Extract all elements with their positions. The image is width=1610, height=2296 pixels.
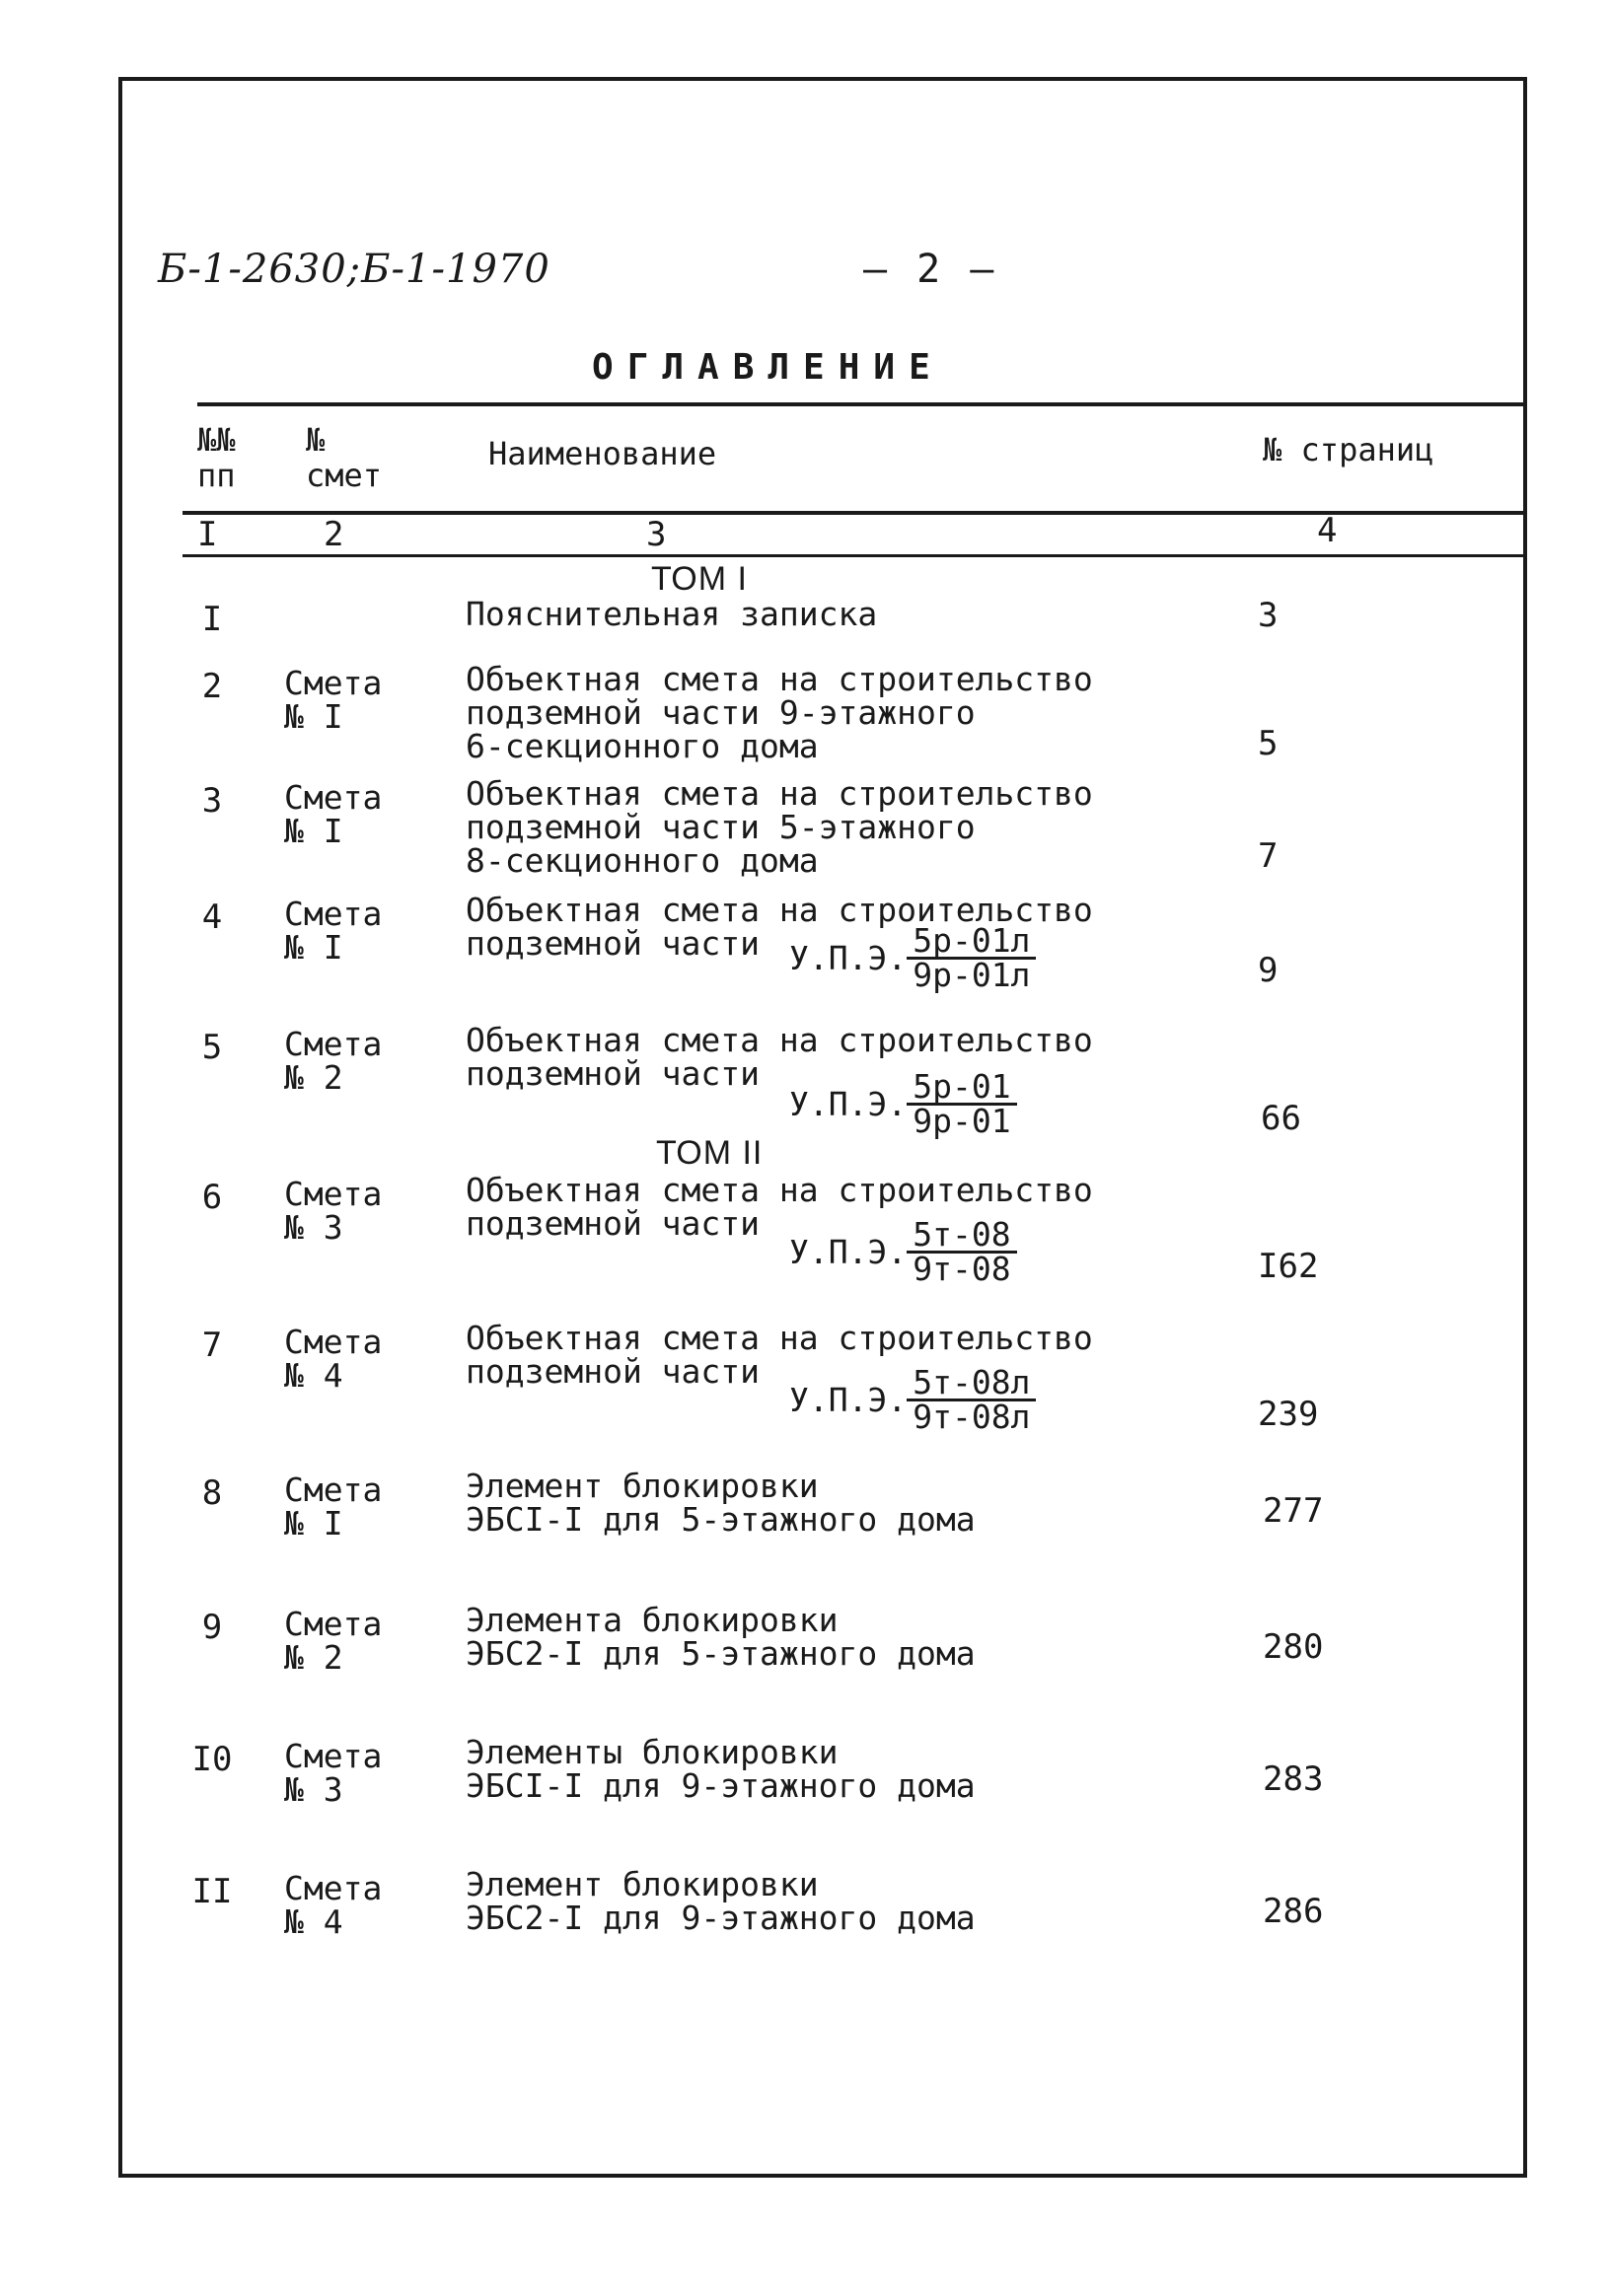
row-name — [466, 1865, 976, 1937]
col-header-pages: № страниц — [1263, 431, 1434, 468]
row-number: 7 — [201, 1326, 223, 1365]
row-name — [466, 660, 1093, 765]
formula-numerator: 5т-08л — [907, 1367, 1036, 1401]
page-number: – 2 – — [834, 247, 982, 292]
row-smeta-label: Смета — [284, 1737, 383, 1775]
row-name-line: 6-секционного дома — [466, 727, 819, 765]
row-number: 9 — [201, 1608, 223, 1647]
row-number: II — [191, 1872, 233, 1911]
col-number-2: 2 — [324, 515, 344, 554]
row-smeta-number: № 2 — [284, 1638, 343, 1677]
formula-denominator: 9р-01 — [913, 1102, 1011, 1140]
row-smeta-number: № I — [284, 697, 343, 736]
col-header-smeta-line2: смет — [306, 457, 383, 494]
row-number: 2 — [201, 667, 223, 706]
row-smeta-number: № I — [284, 1504, 343, 1543]
row-name-line: Объектная смета на строительство — [466, 1171, 1093, 1209]
row-name-line: Элемент блокировки — [466, 1865, 819, 1903]
row-smeta-label: Смета — [284, 1869, 383, 1907]
formula-prefix: У.П.Э. — [789, 1381, 908, 1419]
row-number: 6 — [201, 1178, 223, 1217]
row-name — [466, 1733, 976, 1805]
row-name-line: Элемент блокировки — [466, 1467, 819, 1505]
row-smeta — [284, 778, 383, 850]
row-smeta-label: Смета — [284, 778, 383, 817]
row-name-line: подземной части — [466, 1204, 761, 1243]
row-name — [466, 1601, 976, 1673]
row-number: I — [201, 600, 223, 639]
row-page: 286 — [1263, 1892, 1324, 1931]
row-name — [466, 774, 1093, 880]
row-number: 4 — [201, 897, 223, 937]
formula-numerator: 5р-01 — [907, 1071, 1016, 1106]
table-numbers-rule — [183, 554, 1524, 557]
page-title: ОГЛАВЛЕНИЕ — [592, 347, 944, 388]
formula-denominator: 9т-08 — [913, 1250, 1011, 1288]
col-header-name: Наименование — [488, 435, 717, 472]
row-page: 3 — [1258, 596, 1279, 635]
row-smeta-number: № 4 — [284, 1902, 343, 1941]
col-number-1: I — [197, 515, 218, 554]
row-smeta — [284, 1869, 383, 1941]
row-name-line: ЭБС2-I для 9-этажного дома — [466, 1899, 976, 1937]
row-smeta-label: Смета — [284, 1471, 383, 1509]
row-smeta-number: № I — [284, 812, 343, 850]
row-name-line: Объектная смета на строительство — [466, 1319, 1093, 1357]
col-header-smeta — [306, 422, 382, 493]
row-name-line: Пояснительная записка — [466, 595, 878, 633]
table-top-rule — [197, 402, 1524, 406]
row-name-line: подземной части 5-этажного — [466, 808, 976, 846]
row-smeta-number: № 3 — [284, 1770, 343, 1809]
row-page: 283 — [1263, 1759, 1324, 1799]
row-page: 239 — [1258, 1395, 1319, 1434]
row-name-line: Объектная смета на строительство — [466, 891, 1093, 929]
formula — [789, 921, 1036, 994]
row-page: 66 — [1261, 1099, 1301, 1138]
row-smeta — [284, 1737, 383, 1809]
col-number-4: 4 — [1317, 511, 1338, 550]
row-name-line: подземной части 9-этажного — [466, 693, 976, 732]
row-name-line: Объектная смета на строительство — [466, 660, 1093, 698]
volume-label: ТОМ I — [651, 560, 748, 598]
row-number: I0 — [191, 1740, 233, 1779]
row-smeta — [284, 1175, 383, 1247]
row-smeta-label: Смета — [284, 895, 383, 933]
row-smeta-number: № 2 — [284, 1058, 343, 1097]
formula-prefix: У.П.Э. — [789, 1085, 908, 1123]
row-smeta-label: Смета — [284, 1025, 383, 1063]
row-page: 5 — [1258, 724, 1279, 763]
row-number: 5 — [201, 1028, 223, 1067]
row-name-line: Объектная смета на строительство — [466, 1021, 1093, 1059]
formula — [789, 1067, 1017, 1140]
formula-prefix: У.П.Э. — [789, 939, 908, 977]
row-number: 8 — [201, 1473, 223, 1513]
col-header-smeta-line1: № — [306, 421, 326, 459]
formula-numerator: 5т-08 — [907, 1219, 1016, 1254]
formula-denominator: 9т-08л — [913, 1398, 1031, 1436]
row-smeta-label: Смета — [284, 1175, 383, 1213]
row-name-line: 8-секционного дома — [466, 841, 819, 880]
row-smeta — [284, 1605, 383, 1677]
formula-numerator: 5р-01л — [907, 925, 1036, 960]
row-smeta — [284, 1473, 382, 1541]
row-name-line: ЭБС2-I для 5-этажного дома — [466, 1634, 976, 1673]
row-name-line: ЭБСI-I для 5-этажного дома — [466, 1500, 976, 1539]
row-name-line: подземной части — [466, 924, 761, 963]
row-page: I62 — [1258, 1247, 1319, 1286]
formula-prefix: У.П.Э. — [789, 1233, 908, 1271]
row-name-line: Объектная смета на строительство — [466, 774, 1093, 813]
row-smeta-label: Смета — [284, 664, 383, 702]
row-name-line: подземной части — [466, 1352, 761, 1391]
row-name — [466, 595, 878, 633]
volume-label: ТОМ II — [656, 1134, 764, 1172]
row-name-line: Элементы блокировки — [466, 1733, 839, 1771]
row-smeta-number: № I — [284, 928, 343, 967]
row-name-line: Элемента блокировки — [466, 1601, 839, 1639]
row-name-line: ЭБСI-I для 9-этажного дома — [466, 1766, 976, 1805]
row-name-line: подземной части — [466, 1054, 761, 1093]
col-header-number-line1: №№ — [197, 421, 236, 459]
row-smeta — [284, 897, 382, 965]
row-smeta-label: Смета — [284, 1605, 383, 1643]
row-smeta-label: Смета — [284, 1323, 383, 1361]
row-page: 277 — [1263, 1491, 1324, 1531]
row-smeta — [284, 1323, 383, 1395]
row-smeta-number: № 3 — [284, 1208, 343, 1247]
col-header-number — [197, 422, 236, 493]
formula — [789, 1363, 1036, 1436]
formula-denominator: 9р-01л — [913, 956, 1031, 994]
row-number: 3 — [201, 781, 223, 821]
formula — [789, 1215, 1017, 1288]
col-header-number-line2: пп — [197, 457, 236, 494]
row-page: 280 — [1263, 1627, 1324, 1667]
row-smeta — [284, 664, 383, 736]
col-number-3: 3 — [646, 515, 667, 554]
row-page: 7 — [1258, 836, 1279, 876]
document-code: Б-1-2630;Б-1-1970 — [158, 247, 550, 292]
row-name — [466, 1467, 976, 1539]
row-page: 9 — [1258, 951, 1279, 990]
row-smeta-number: № 4 — [284, 1356, 343, 1395]
row-smeta — [284, 1025, 383, 1097]
